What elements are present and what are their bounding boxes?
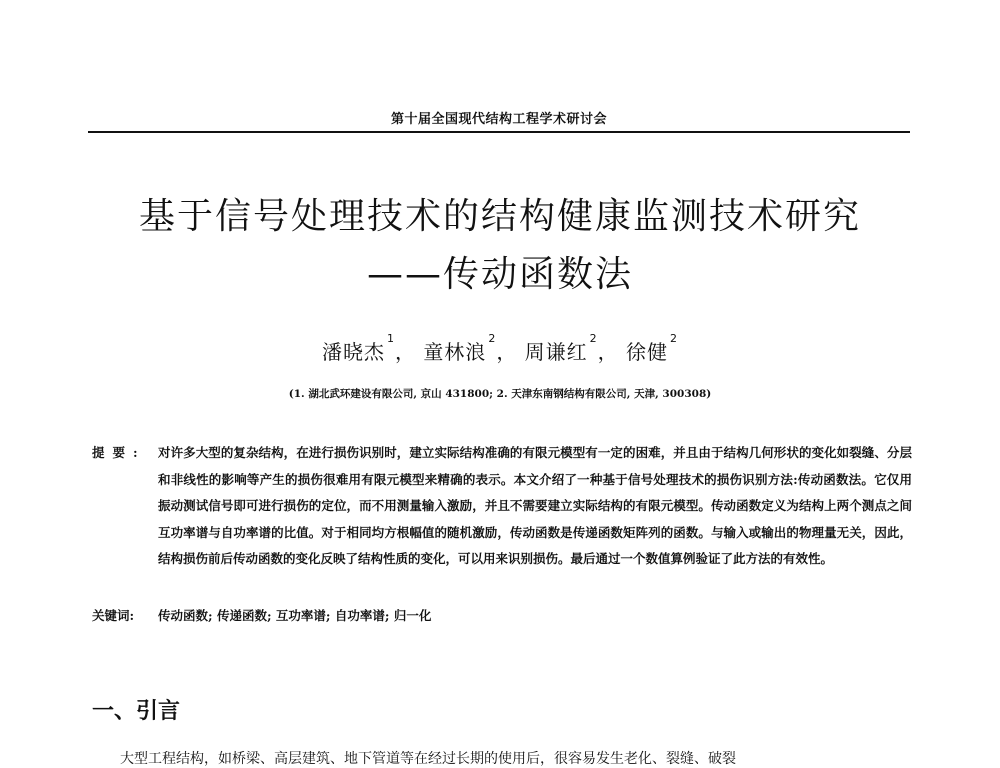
abstract [92,440,912,573]
author-name: 周谦红 [524,340,588,364]
author-list: 潘晓杰$^1$， 童林浪$^2$， 周谦红$^2$， 徐健$^2$ [321,332,679,364]
author-name: 潘晓杰 [321,340,385,364]
abstract-text: 对许多大型的复杂结构，在进行损伤识别时，建立实际结构准确的有限元模型有一定的困难，并且由于结构几何形状的变化如裂缝、分层和非线性的影响等产生的损伤很难用有限元模型来精确的表示。本文介绍了一种基于信号处理技术的损伤识别方法:传动函数法。它仅用振动测试信号即可进行损伤的定位，而不用测量输入激励，并且不需要建立实际结构的有限元模型。传动函数定义为结构上两个测点之间互功率谱与自功率谱的比值。对于相同均方根幅值的随机激励，传动函数是传递函数矩阵列的函数。与输入或输出的物理量无关，因此，结构损伤前后传动函数的变化反映了结构性质的变化，可以用来识别损伤。最后通过一个数值算例验证了此方法的有效性。 [158,445,912,567]
author-name: 徐健 [626,340,669,364]
paper-subtitle: ——传动函数法 [366,254,633,295]
affiliations: (1. 湖北武环建设有限公司, 京山 431800; 2. 天津东南钢结构有限公司, 天津, 300308) [288,388,712,400]
author-affil-mark: 2 [488,332,497,345]
keywords-text: 传动函数; 传递函数; 互功率谱; 自功率谱; 归一化 [158,608,432,623]
keywords [92,606,912,624]
conference-header: 第十届全国现代结构工程学术研讨会 [390,112,607,127]
author-affil-mark: 2 [589,332,598,345]
keywords-label: 关键词: [92,608,135,623]
author-affil-mark: 1 [386,332,395,345]
paper-title: 基于信号处理技术的结构健康监测技术研究 [138,196,861,237]
abstract-label: 提要: [92,445,146,460]
author-name: 童林浪 [423,340,487,364]
header-rule [88,131,910,133]
section-heading: 一、引言 [92,699,181,724]
body-paragraph: 大型工程结构，如桥梁、高层建筑、地下管道等在经过长期的使用后，很容易发生老化、裂缝、破裂 [120,751,736,767]
author-affil-mark: 2 [670,332,679,345]
